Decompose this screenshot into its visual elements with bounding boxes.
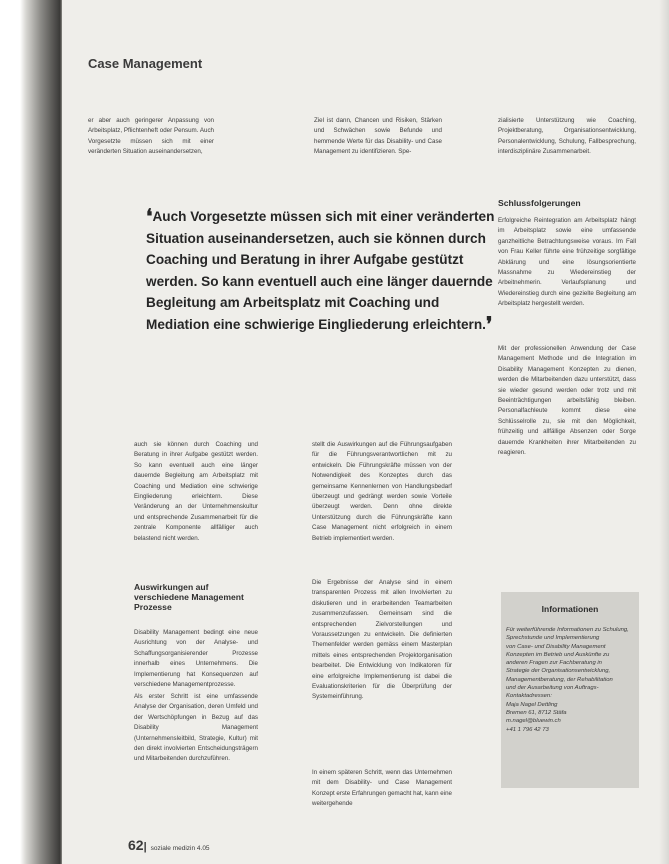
schluss-text-1: Erfolgreiche Reintegration am Arbeitsplatz hängt im Arbeitsplatz sowie eine umfassende ganzheitliche Betrachtungsweise voraus. Im Fall von Frau Keller führte eine frühzeitige sorgfältige Abklärung und eine lösungsorientierte Massnahme zu Wiedereinstieg der Arbeitnehmerin. Verlaufsplanung und Wiedereinstieg durch eine gezielte Begleitung am Arbeitsplatz hergestellt werden. [498,217,636,308]
info-line: Strategie der Organisationsentwicklung, [506,668,611,675]
bottom-left-column-a [134,440,258,564]
bottom-middle-text-2: Die Ergebnisse der Analyse sind in einem transparenten Prozess mit allen Involvierten zu diskutieren und in erarbeitenden Teamarbeiten zusammenzufassen. Gemeinsam sind die entsprechenden Zielvorstellungen und Voraussetzungen zu entwickeln. Die definierten Themenfelder werden gemäss einem Masterplan mittels eines entsprechenden Projektorganisation bearbeitet. Die Entwicklung von Indikatoren für eine erfolgreiche Implementierung ist dabei die Evaluationskriterien für die Überprüfung der Systemeinführung. [312,579,452,701]
bottom-left-column-c [134,692,258,818]
bottom-middle-text-3: In einem späteren Schritt, wenn das Unternehmen mit dem Disability- und Case Management Konzept erste Erfahrungen gemacht hat, kann eine weitergehende [312,769,452,808]
bottom-middle-text: stellt die Auswirkungen auf die Führungsaufgaben für die Führungsverantwortlichen mit zu entwickeln. Die Führungskräfte müssen von der Notwendigkeit des Konzeptes durch das gemeinsame Kennenlernen von Handlungsbedarf überzeugt und gedrängt werden sowie Vorteile überzeugt werden. Denn ohne direkte Unterstützung durch die Führungskräfte kann Case Management nicht erfolgreich in einem Betrieb implementiert werden. [312,441,452,542]
bottom-left-text-2: Disability Management bedingt eine neue Ausrichtung von der Analyse- und Schaffungsorganisierender Prozesse innerhalb eines Unternehmens. Die Implementierung hat Konsequenzen auf verschiedene Managementprozesse. [134,629,258,689]
info-line: anderen Fragen zur Fachberatung in [506,660,602,667]
schluss-column-a [498,216,636,320]
magazine-name: soziale medizin 4.05 [150,845,210,852]
top-right-text: zialisierte Unterstützung wie Coaching, Projektberatung, Organisationsentwicklung, Personalentwicklung, Schulung, Fallbesprechung, interdisziplinäre Zusammenarbeit. [498,117,636,156]
top-middle-text: Ziel ist dann, Chancen und Risiken, Stärken und Schwächen sowie Befunde und hemmende Werte für das Disability- und Case Management zu identifizieren. Spe- [314,117,442,156]
bottom-middle-column-a [312,440,452,574]
info-line: Für weiterführende Informationen zu Schulung, Sprechstunde und Implementierung [506,627,629,642]
info-box-text [506,626,636,734]
page-number: 62 [128,837,144,853]
open-quote-mark: ❛ [146,206,153,228]
close-quote-mark: ❜ [485,313,493,336]
top-left-column [88,116,214,160]
info-line: Managementberatung, der Rehabilitation [506,676,613,683]
bottom-middle-column-b [312,578,452,766]
top-right-column [498,116,636,156]
scan-shadow-left [0,0,62,864]
info-line: und der Ausarbeitung von Auftrags- [506,685,599,692]
info-line: Konzepten im Betrieb und Auskünfte zu [506,651,610,658]
bottom-left-text-3: Als erster Schritt ist eine umfassende Analyse der Organisation, deren Umfeld und der Wertschöpfungen in Bezug auf das Disability Management (Unternehmensleitbild, Strategie, Kultur) mit den direkt involvierten Entscheidungsträgern und Mitarbeitenden durchzuführen. [134,693,258,763]
info-email[interactable]: m.nagel@bluewin.ch [506,718,561,725]
top-left-text: er aber auch geringerer Anpassung von Arbeitsplatz, Pflichtenheft oder Pensum. Auch Vorgesetzte müssen sich mit einer veränderten Situation auseinandersetzen, [88,117,214,156]
bottom-left-column-b [134,628,258,690]
info-phone: +41 1 796 42 73 [506,726,549,733]
bottom-left-text: auch sie können durch Coaching und Beratung in ihrer Aufgabe gestützt werden. So kann eventuell auch eine länger dauernde Begleitung am Arbeitsplatz mit Coaching und Mediation eine schwierige Eingliederung erleichtern. Diese Veränderung an der Unternehmenskultur und entsprechende Zusammenarbeit für die zentrale Komponente allfälliger auch belastend nicht werden. [134,441,258,542]
info-box-title: Informationen [541,604,599,614]
schluss-heading: Schlussfolgerungen [498,198,581,208]
schluss-column-b [498,344,636,480]
info-line: Kontaktadressen: [506,693,552,700]
schluss-text-2: Mit der professionellen Anwendung der Case Management Methode und die Integration im Disability Management Konzepten zu dienen, werden die Mitarbeitenden dazu unterstützt, dass sie wieder gesund werden oder trotz und mit Beeinträchtigungen arbeitsfähig bleiben. Personalfachleute kommt diese eine Schlüsselrolle zu, sie mit den Möglichkeit, frühzeitig und allfällige Absenzen oder Sorge dauernde Krankheiten ihrer Mitarbeitenden zu reagieren. [498,345,636,457]
top-middle-column [314,116,442,160]
footer-separator: | [143,841,147,853]
pull-quote [146,206,496,336]
pull-quote-text: Auch Vorgesetzte müssen sich mit einer veränderten Situation auseinandersetzen, auch sie können durch Coaching und Beratung in ihrer Aufgabe gestützt werden. So kann eventuell auch eine länger dauernde Begleitung am Arbeitsplatz mit Coaching und Mediation eine schwierige Eingliederung erleichtern. [146,209,495,332]
info-line: von Case- und Disability Management [506,643,606,650]
section-header: Case Management [88,56,203,71]
management-heading: Auswirkungen auf verschiedene Management Prozesse [134,582,244,612]
page-footer [128,837,210,853]
page-edge-right [659,0,669,864]
bottom-middle-column-c [312,768,452,820]
info-line: Maja Nagel Dettling [506,701,558,708]
info-line: Bremen 61, 8712 Stäfa [506,709,567,716]
